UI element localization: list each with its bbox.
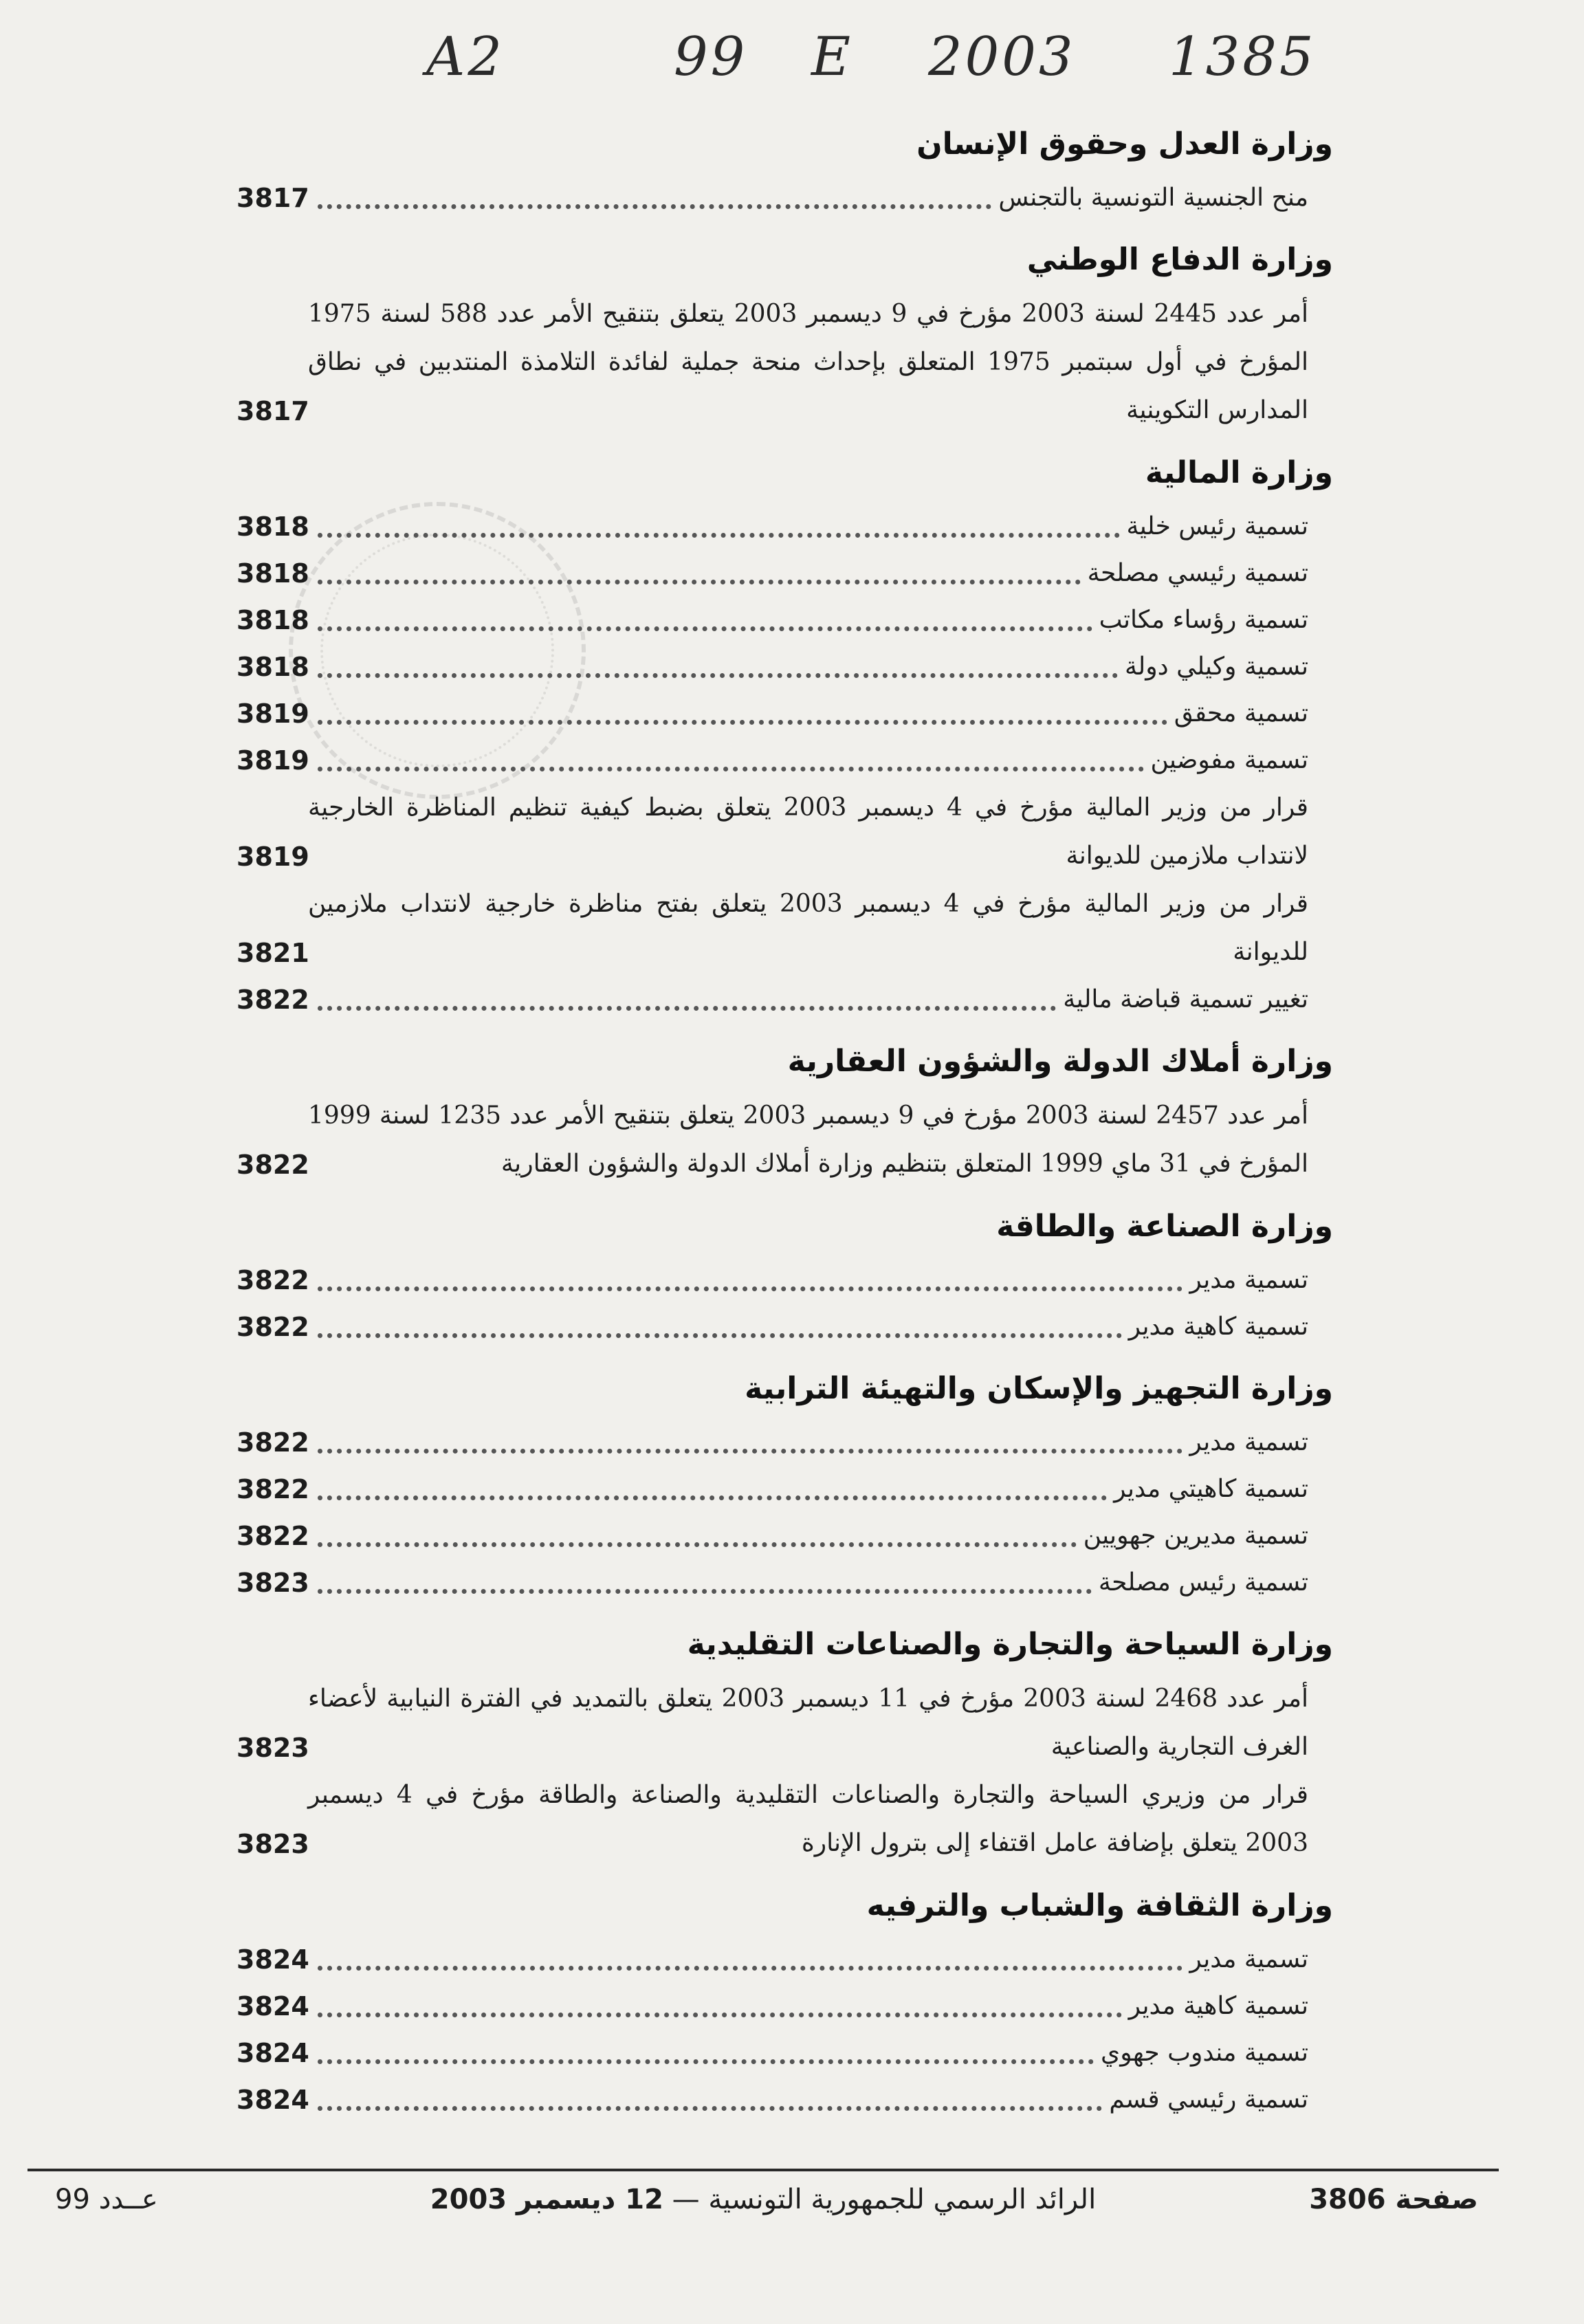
entry-page-number: 3818 <box>236 652 309 682</box>
toc-entry[interactable] <box>236 1675 1308 1771</box>
entry-title: تسمية كاهية مدير <box>1128 1313 1308 1341</box>
ministry-heading: وزارة الصناعة والطاقة <box>996 1209 1333 1244</box>
entry-page-number: 3822 <box>236 1265 309 1295</box>
handwritten-mark-c: E <box>811 26 853 88</box>
entry-title: تسمية رئيس خلية <box>1126 512 1308 540</box>
entry-title: تسمية مديرين جهويين <box>1083 1522 1308 1550</box>
toc-entry[interactable] <box>236 976 1308 1023</box>
entry-title: تغيير تسمية قباضة مالية <box>1063 985 1308 1013</box>
entry-title: تسمية وكيلي دولة <box>1125 653 1308 681</box>
entry-page-number: 3819 <box>236 842 309 872</box>
entry-title: تسمية رؤساء مكاتب <box>1099 606 1308 634</box>
dot-leader <box>318 1286 1182 1291</box>
entry-page-number: 3824 <box>236 1944 309 1975</box>
toc-entry[interactable] <box>236 550 1308 597</box>
toc-entry[interactable] <box>236 784 1308 880</box>
entry-page-number: 3823 <box>236 1568 309 1598</box>
entry-page-number: 3823 <box>236 1829 309 1859</box>
entry-title: تسمية مندوب جهوي <box>1101 2039 1308 2067</box>
dot-leader <box>318 2059 1094 2064</box>
dot-leader <box>318 1006 1056 1011</box>
handwritten-mark-a: A2 <box>426 26 505 88</box>
entry-page-number: 3822 <box>236 985 309 1015</box>
entry-title: أمر عدد 2457 لسنة 2003 مؤرخ في 9 ديسمبر 2003 يتعلق بتنقيح الأمر عدد 1235 لسنة 1999 المؤرخ في 31 ماي 1999 المتعلق بتنظيم وزارة أملاك الدولة والشؤون العقارية <box>308 1101 1308 1178</box>
entry-title: منح الجنسية التونسية بالتجنس <box>998 184 1308 212</box>
entry-page-number: 3818 <box>236 605 309 635</box>
toc-entry[interactable] <box>236 1936 1308 1983</box>
dot-leader <box>318 720 1167 725</box>
footer-publication-name: الرائد الرسمي للجمهورية التونسية — <box>663 2184 1097 2215</box>
entry-title: أمر عدد 2468 لسنة 2003 مؤرخ في 11 ديسمبر 2003 يتعلق بالتمديد في الفترة النيابية لأعضاء الغرف التجارية والصناعية <box>308 1685 1308 1761</box>
entry-page-number: 3818 <box>236 558 309 589</box>
footer-date: 12 ديسمبر 2003 <box>430 2184 663 2215</box>
entry-title: تسمية رئيسي قسم <box>1109 2085 1308 2114</box>
entry-title: تسمية محقق <box>1174 699 1308 727</box>
entry-title: تسمية مدير <box>1189 1266 1308 1294</box>
table-of-contents <box>236 124 1333 2123</box>
dot-leader <box>318 2013 1122 2017</box>
entry-page-number: 3823 <box>236 1733 309 1763</box>
ministry-heading: وزارة المالية <box>1145 455 1333 490</box>
dot-leader <box>318 1449 1182 1454</box>
toc-entry[interactable] <box>236 644 1308 690</box>
toc-entry[interactable] <box>236 1466 1308 1513</box>
dot-leader <box>318 1589 1092 1594</box>
page-footer <box>28 2184 1499 2232</box>
ministry-heading: وزارة الدفاع الوطني <box>1026 242 1333 277</box>
dot-leader <box>318 626 1092 631</box>
toc-entry[interactable] <box>236 2030 1308 2076</box>
ministry-heading: وزارة أملاك الدولة والشؤون العقارية <box>787 1044 1333 1079</box>
toc-entry[interactable] <box>236 1771 1308 1867</box>
dot-leader <box>318 1542 1077 1547</box>
entry-title: تسمية مدير <box>1189 1428 1308 1456</box>
toc-entry[interactable] <box>236 1092 1308 1188</box>
entry-page-number: 3822 <box>236 1521 309 1551</box>
toc-entry[interactable] <box>236 737 1308 784</box>
toc-entry[interactable] <box>236 597 1308 644</box>
footer-page-label: صفحة 3806 <box>1309 2184 1478 2215</box>
toc-entry[interactable] <box>236 1513 1308 1559</box>
dot-leader <box>318 580 1081 584</box>
toc-entry[interactable] <box>236 503 1308 550</box>
handwritten-mark-e: 1385 <box>1169 26 1317 88</box>
ministry-heading: وزارة التجهيز والإسكان والتهيئة الترابية <box>745 1371 1333 1406</box>
dot-leader <box>318 1333 1122 1338</box>
toc-entry[interactable] <box>236 1419 1308 1466</box>
toc-entry[interactable] <box>236 1559 1308 1606</box>
entry-page-number: 3822 <box>236 1427 309 1458</box>
entry-page-number: 3818 <box>236 512 309 542</box>
handwritten-mark-d: 2003 <box>928 26 1076 88</box>
entry-page-number: 3824 <box>236 2038 309 2068</box>
entry-page-number: 3822 <box>236 1312 309 1342</box>
handwritten-annotation <box>385 21 1375 96</box>
toc-entry[interactable] <box>236 175 1308 221</box>
dot-leader <box>318 204 991 209</box>
entry-title: تسمية مدير <box>1189 1945 1308 1973</box>
entry-page-number: 3819 <box>236 745 309 776</box>
footer-issue-label: عــدد 99 <box>55 2184 158 2215</box>
ministry-heading: وزارة الثقافة والشباب والترفيه <box>866 1888 1333 1923</box>
entry-page-number: 3821 <box>236 938 309 968</box>
dot-leader <box>318 1966 1182 1971</box>
entry-title: تسمية رئيسي مصلحة <box>1087 559 1308 587</box>
entry-title: قرار من وزير المالية مؤرخ في 4 ديسمبر 2003 يتعلق بضبط كيفية تنظيم المناظرة الخارجية لانتداب ملازمين للديوانة <box>308 793 1309 870</box>
entry-title: قرار من وزيري السياحة والتجارة والصناعات التقليدية والصناعة والطاقة مؤرخ في 4 ديسمبر 2003 يتعلق بإضافة عامل اقتفاء إلى بترول الإنارة <box>308 1781 1308 1857</box>
toc-entry[interactable] <box>236 1257 1308 1304</box>
entry-page-number: 3819 <box>236 699 309 729</box>
entry-page-number: 3822 <box>236 1150 309 1180</box>
entry-title: تسمية كاهية مدير <box>1128 1992 1308 2020</box>
dot-leader <box>318 673 1118 678</box>
entry-title: أمر عدد 2445 لسنة 2003 مؤرخ في 9 ديسمبر 2003 يتعلق بتنقيح الأمر عدد 588 لسنة 1975 المؤرخ في أول سبتمبر 1975 المتعلق بإحداث منحة جملية لفائدة التلامذة المنتدبين في نطاق المدارس التكوينية <box>308 300 1309 424</box>
entry-page-number: 3817 <box>236 396 309 426</box>
ministry-heading: وزارة السياحة والتجارة والصناعات التقليدية <box>687 1627 1333 1662</box>
toc-entry[interactable] <box>236 880 1308 976</box>
dot-leader <box>318 767 1144 771</box>
toc-entry[interactable] <box>236 2076 1308 2123</box>
entry-page-number: 3817 <box>236 183 309 213</box>
entry-page-number: 3824 <box>236 1991 309 2021</box>
dot-leader <box>318 1495 1107 1500</box>
entry-title: تسمية رئيس مصلحة <box>1098 1568 1308 1597</box>
dot-leader <box>318 2106 1102 2111</box>
footer-divider <box>28 2169 1499 2171</box>
entry-page-number: 3824 <box>236 2085 309 2115</box>
toc-entry[interactable] <box>236 290 1308 435</box>
entry-title: تسمية مفوضين <box>1150 746 1308 774</box>
footer-publication <box>28 2184 1499 2215</box>
entry-title: تسمية كاهيتي مدير <box>1114 1475 1308 1503</box>
toc-entry[interactable] <box>236 1304 1308 1350</box>
entry-page-number: 3822 <box>236 1474 309 1504</box>
ministry-heading: وزارة العدل وحقوق الإنسان <box>916 127 1333 162</box>
dot-leader <box>318 533 1120 538</box>
entry-title: قرار من وزير المالية مؤرخ في 4 ديسمبر 2003 يتعلق بفتح مناظرة خارجية لانتداب ملازمين للديوانة <box>308 890 1309 966</box>
toc-entry[interactable] <box>236 1983 1308 2030</box>
handwritten-mark-b: 99 <box>674 26 748 88</box>
toc-entry[interactable] <box>236 690 1308 737</box>
